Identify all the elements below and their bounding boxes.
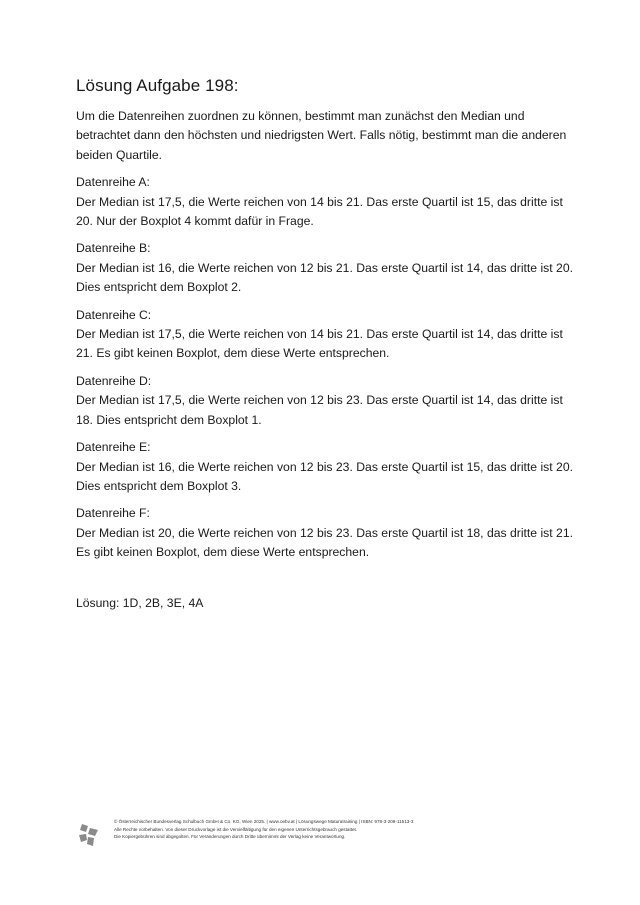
footer-line-2: Alle Rechte vorbehalten. Von dieser Druckvorlage ist die Vervielfältigung für den eigenen Unterrichtsgebrauch gestattet.	[114, 826, 358, 832]
section-d	[76, 372, 576, 430]
section-body: Der Median ist 17,5, die Werte reichen von 12 bis 23. Das erste Quartil ist 14, das dritte ist 18. Dies entspricht dem Boxplot 1.	[76, 393, 563, 427]
footer-copyright	[114, 818, 413, 841]
section-c	[76, 306, 576, 364]
section-heading: Datenreihe C:	[76, 307, 152, 322]
section-body: Der Median ist 16, die Werte reichen von 12 bis 23. Das erste Quartil ist 15, das dritte ist 20. Dies entspricht dem Boxplot 3.	[76, 459, 573, 493]
section-body: Der Median ist 17,5, die Werte reichen von 14 bis 21. Das erste Quartil ist 15, das dritte ist 20. Nur der Boxplot 4 kommt dafür in Frage.	[76, 194, 563, 229]
section-body: Der Median ist 16, die Werte reichen von 12 bis 21. Das erste Quartil ist 14, das dritte ist 20. Dies entspricht dem Boxplot 2.	[76, 260, 573, 295]
section-f	[76, 504, 576, 562]
footer	[76, 818, 576, 848]
page-title: Lösung Aufgabe 198:	[76, 76, 239, 95]
section-heading: Datenreihe F:	[76, 506, 150, 521]
section-e	[76, 438, 576, 496]
footer-line-3: Die Kopiergebühren sind abgegolten. Für Veränderungen durch Dritte übernimmt der Verlag keine Verantwortung.	[114, 834, 346, 840]
section-heading: Datenreihe D:	[76, 373, 152, 388]
section-b	[76, 239, 576, 297]
section-body: Der Median ist 17,5, die Werte reichen von 14 bis 21. Das erste Quartil ist 14, das dritte ist 21. Es gibt keinen Boxplot, dem diese Werte entsprechen.	[76, 327, 563, 361]
section-body: Der Median ist 20, die Werte reichen von 12 bis 23. Das erste Quartil ist 18, das dritte ist 21. Es gibt keinen Boxplot, dem diese Werte entsprechen.	[76, 525, 573, 560]
section-a	[76, 173, 576, 231]
footer-line-1: © Österreichischer Bundesverlag Schulbuch GmbH & Co. KG, Wien 2025. | www.oebv.at | Lösungswege Maturatraining | ISBN: 978-3-209-11513-3	[114, 819, 414, 824]
solution-line: Lösung: 1D, 2B, 3E, 4A	[76, 595, 204, 610]
section-heading: Datenreihe B:	[76, 241, 151, 256]
publisher-logo-icon	[76, 822, 102, 848]
document-page	[76, 76, 576, 613]
section-heading: Datenreihe A:	[76, 175, 150, 190]
intro-paragraph: Um die Datenreihen zuordnen zu können, bestimmt man zunächst den Median und betrachtet dann den höchsten und niedrigsten Wert. Falls nötig, bestimmt man die anderen beiden Quartile.	[76, 109, 567, 162]
section-heading: Datenreihe E:	[76, 440, 151, 455]
